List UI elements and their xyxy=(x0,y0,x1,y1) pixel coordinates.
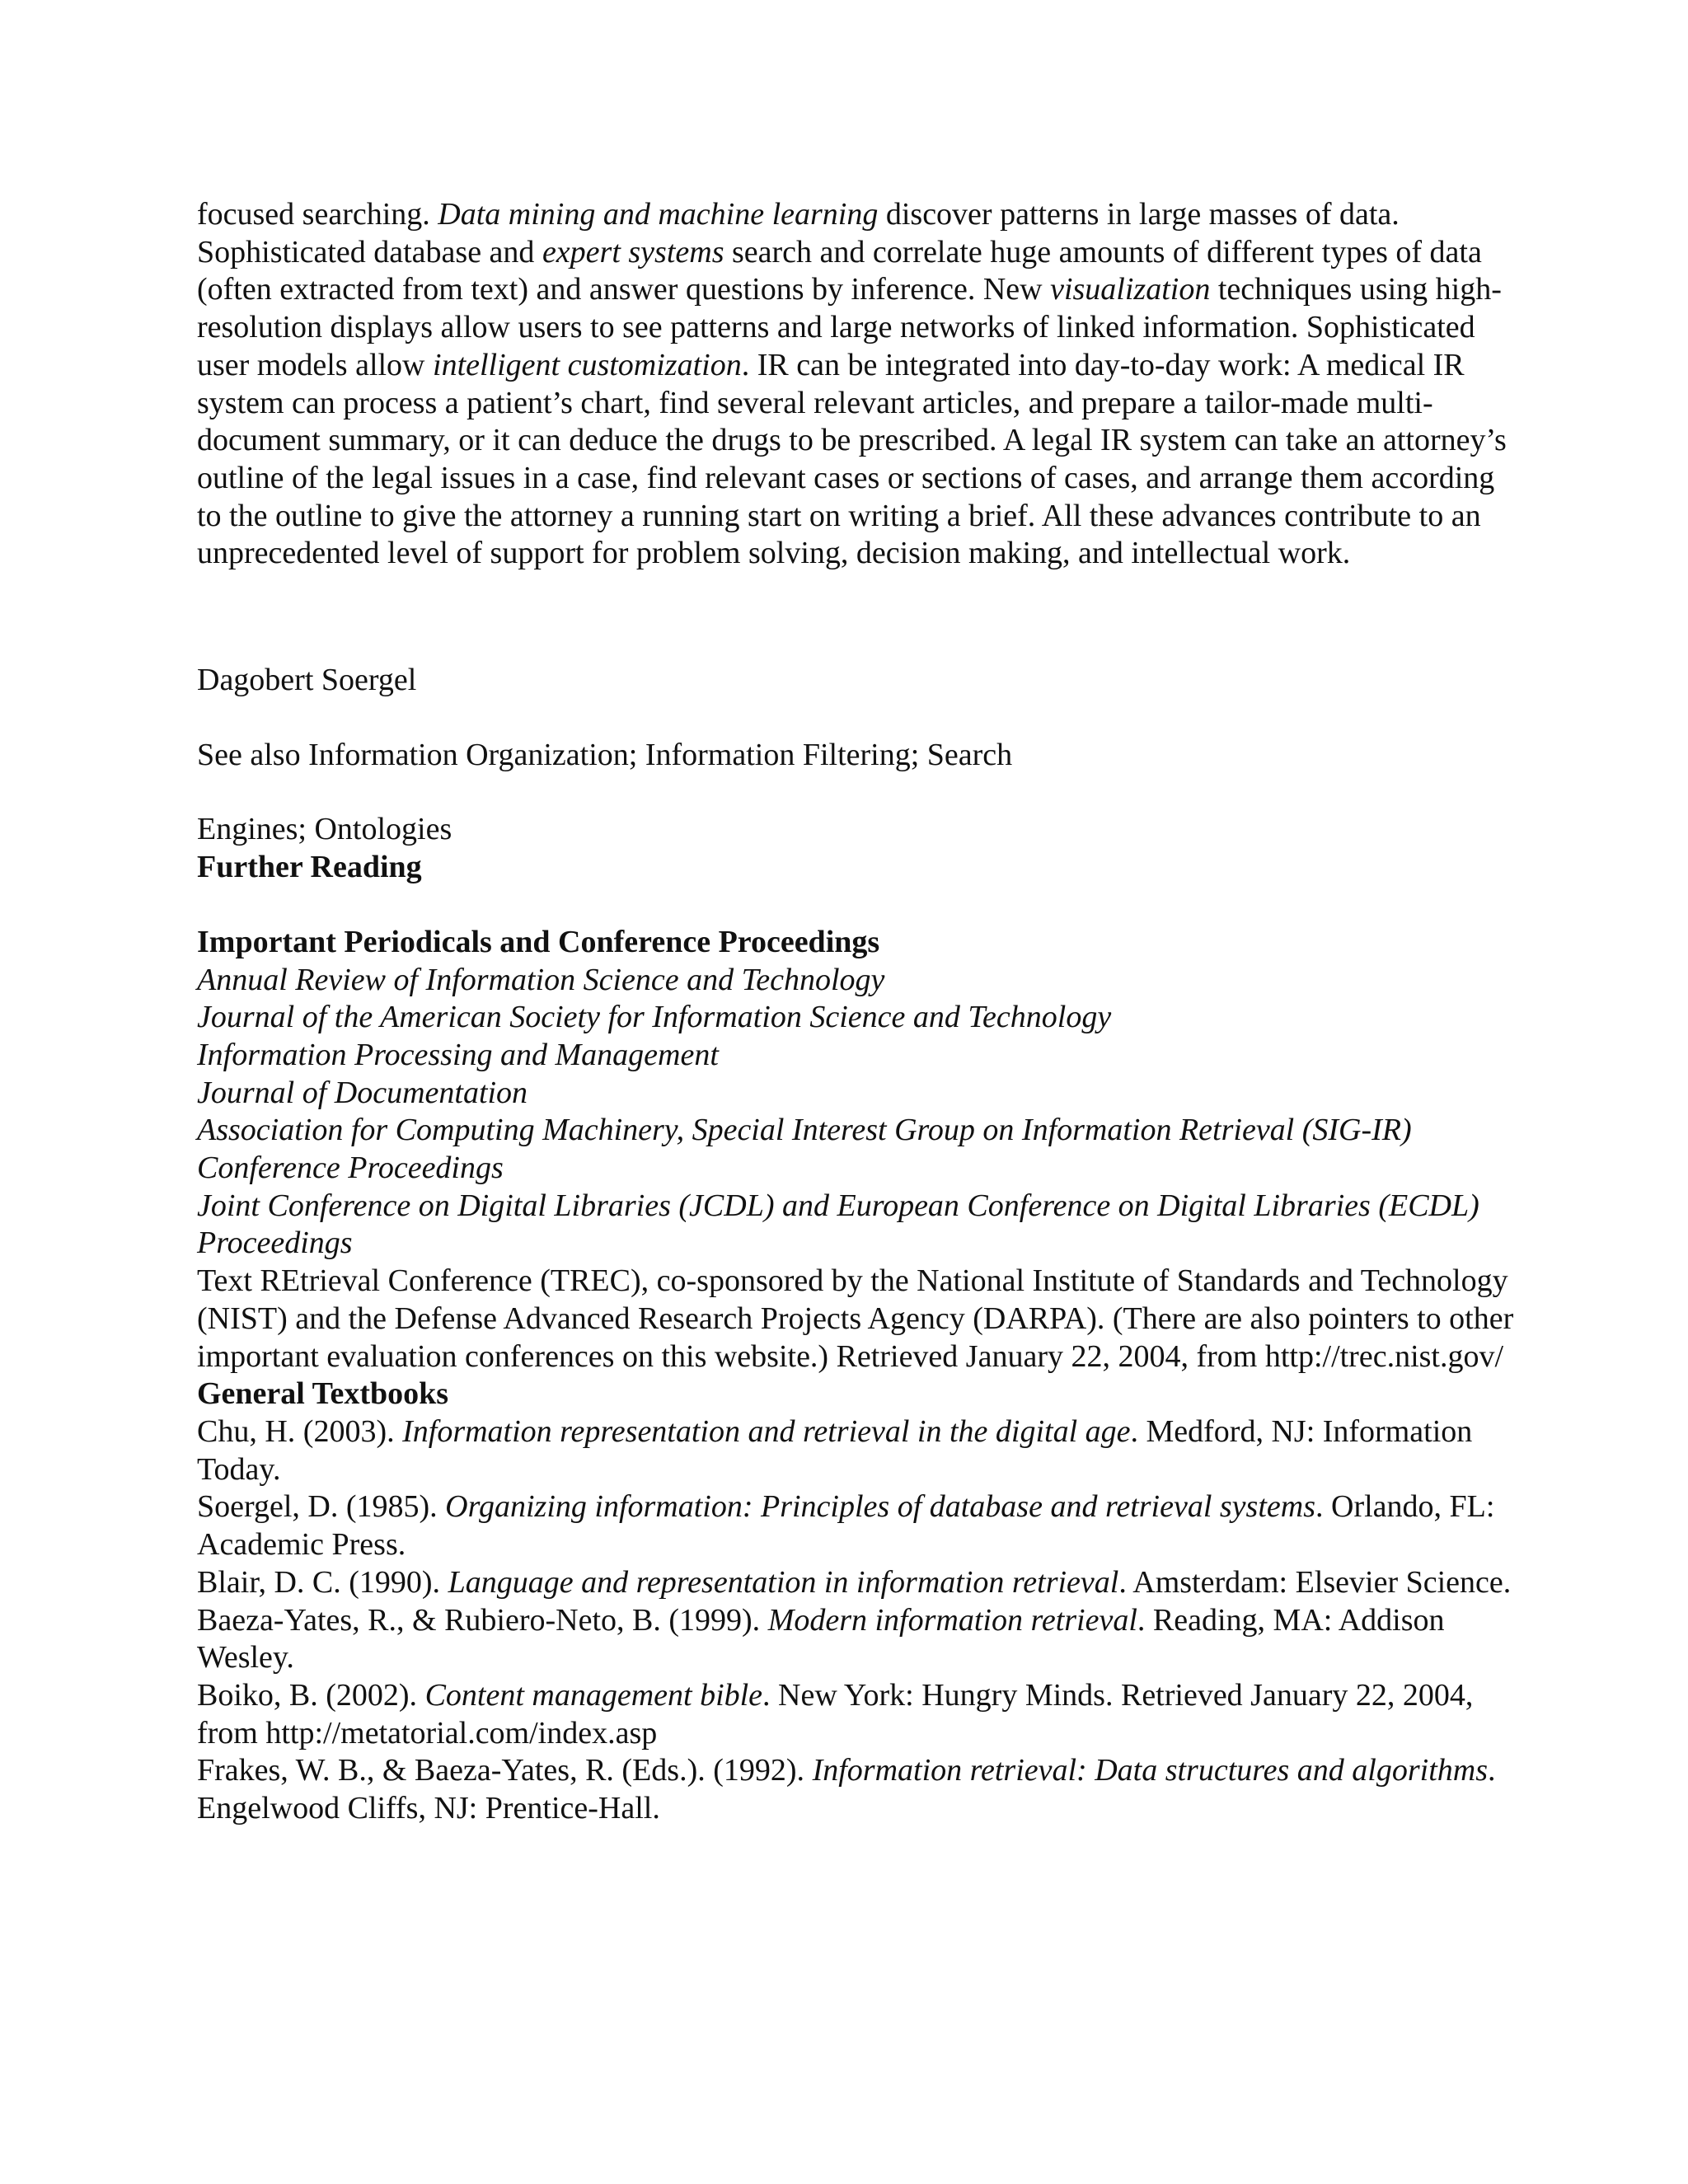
periodical-item: Annual Review of Information Science and Technology xyxy=(197,962,885,997)
reference-title: Organizing information: Principles of database and retrieval systems xyxy=(445,1489,1315,1525)
reference-title: Content management bible xyxy=(424,1677,763,1713)
intro-text-2: discover patterns in large masses of data. Sophisticated database and xyxy=(197,197,1400,269)
reference-author: Baeza-Yates, R., & Rubiero-Neto, B. (1999). xyxy=(197,1602,768,1638)
textbook-reference xyxy=(197,1602,1524,1677)
further-reading-heading: Further Reading xyxy=(197,850,422,885)
periodical-item: Association for Computing Machinery, Special Interest Group on Information Retrieval (SIG-IR) Conference Proceedings xyxy=(197,1113,1412,1186)
reference-publisher: . Engelwood Cliffs, NJ: Prentice-Hall. xyxy=(197,1753,1496,1826)
reference-title: Information retrieval: Data structures and algorithms xyxy=(812,1753,1488,1788)
reference-author: Blair, D. C. (1990). xyxy=(197,1564,448,1600)
reference-publisher: . Medford, NJ: Information Today. xyxy=(197,1413,1473,1487)
reference-author: Frakes, W. B., & Baeza-Yates, R. (Eds.). (1992). xyxy=(197,1753,813,1788)
intro-text-3: search and correlate huge amounts of different types of data (often extracted from text) and answer questions by inference. New xyxy=(197,234,1482,307)
intro-italic-1: Data mining and machine learning xyxy=(438,197,879,232)
spacer xyxy=(197,573,1524,662)
intro-paragraph xyxy=(197,196,1524,573)
reference-title: Information representation and retrieval in the digital age xyxy=(402,1413,1131,1449)
intro-italic-3: visualization xyxy=(1050,272,1211,307)
spacer xyxy=(197,887,1524,924)
reference-title: Language and representation in information retrieval xyxy=(448,1564,1119,1600)
textbook-reference xyxy=(197,1677,1524,1752)
textbooks-heading: General Textbooks xyxy=(197,1376,449,1412)
intro-text-4: techniques using high-resolution displays allow users to see patterns and large networks of linked information. Sophisticated user models allow xyxy=(197,272,1502,382)
textbook-reference xyxy=(197,1413,1524,1488)
intro-italic-2: expert systems xyxy=(542,234,724,269)
reference-publisher: . Amsterdam: Elsevier Science. xyxy=(1118,1564,1512,1600)
periodical-item: Journal of the American Society for Information Science and Technology xyxy=(197,1000,1112,1035)
trec-entry: Text REtrieval Conference (TREC), co-sponsored by the National Institute of Standards and Technology (NIST) and the Defense Advanced Research Projects Agency (DARPA). (There are also pointers to other important evaluation conferences on this website.) Retrieved January 22, 2004, from http://trec.nist.gov/ xyxy=(197,1263,1514,1374)
periodical-item: Joint Conference on Digital Libraries (JCDL) and European Conference on Digital Libraries (ECDL) Proceedings xyxy=(197,1188,1479,1261)
reference-author: Chu, H. (2003). xyxy=(197,1413,403,1449)
see-also-line-1: See also Information Organization; Information Filtering; Search xyxy=(197,737,1013,772)
reference-publisher: . New York: Hungry Minds. Retrieved January 22, 2004, from http://metatorial.com/index.asp xyxy=(197,1677,1474,1750)
see-also-line-2: Engines; Ontologies xyxy=(197,812,452,847)
textbook-reference xyxy=(197,1488,1524,1563)
document-page xyxy=(197,196,1524,1828)
periodicals-heading: Important Periodicals and Conference Proceedings xyxy=(197,924,880,959)
reference-author: Boiko, B. (2002). xyxy=(197,1677,425,1713)
reference-publisher: . Orlando, FL: Academic Press. xyxy=(197,1489,1495,1563)
intro-text-5: . IR can be integrated into day-to-day work: A medical IR system can process a patient’s chart, find several relevant articles, and prepare a tailor-made multi-document summary, or it can deduce the drugs to be prescribed. A legal IR system can take an attorney’s outline of the legal issues in a case, find relevant cases or sections of cases, and arrange them according to the outline to give the attorney a running start on writing a brief. All these advances contribute to an unprecedented level of support for problem solving, decision making, and intellectual work. xyxy=(197,347,1507,571)
periodical-item: Information Processing and Management xyxy=(197,1037,719,1072)
reference-author: Soergel, D. (1985). xyxy=(197,1489,446,1525)
intro-italic-4: intelligent customization xyxy=(433,347,742,382)
reference-title: Modern information retrieval xyxy=(767,1602,1137,1638)
textbook-reference xyxy=(197,1752,1524,1827)
spacer xyxy=(197,700,1524,737)
author-name: Dagobert Soergel xyxy=(197,663,417,698)
intro-text-1: focused searching. xyxy=(197,197,438,232)
reference-publisher: . Reading, MA: Addison Wesley. xyxy=(197,1602,1445,1675)
periodical-item: Journal of Documentation xyxy=(197,1075,528,1110)
spacer xyxy=(197,774,1524,811)
textbook-reference xyxy=(197,1564,1524,1602)
